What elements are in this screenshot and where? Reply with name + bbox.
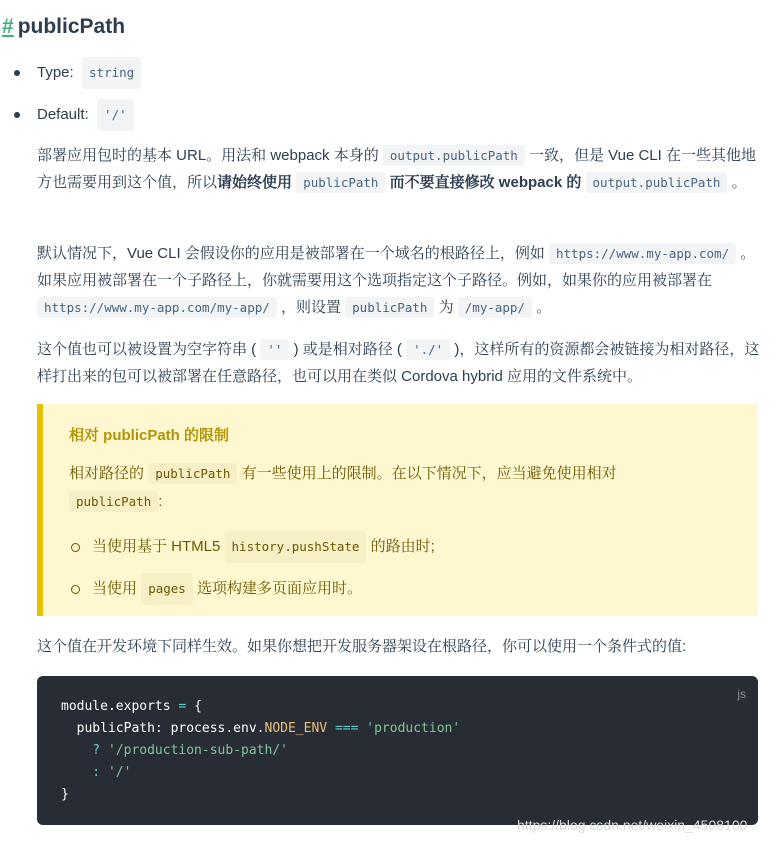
tip-list-item (71, 573, 362, 605)
default-value: '/' (97, 99, 134, 131)
text: 选项构建多页面应用时。 (197, 580, 363, 597)
circle-bullet-icon (71, 543, 80, 552)
text: 有一些使用上的限制。在以下情况下，应当避免使用相对 (241, 465, 617, 482)
tip-body (69, 460, 729, 516)
inline-code: history.pushState (225, 531, 367, 563)
text: ，则设置 (280, 299, 341, 316)
inline-code: publicPath (296, 172, 385, 193)
inline-code: https://www.my-app.com/my-app/ (37, 297, 277, 318)
code-language-label: js (737, 687, 746, 701)
warning-tip-box (37, 404, 758, 616)
tip-title: 相对 publicPath 的限制 (69, 427, 230, 444)
bullet-dot-icon (14, 112, 20, 118)
inline-code: /my-app/ (458, 297, 532, 318)
bullet-dot-icon (14, 70, 20, 76)
text: 为 (438, 299, 454, 316)
type-label: Type: (37, 64, 74, 81)
paragraph-default (37, 240, 761, 321)
text: )，这样所有的资源都会被链接为相对路径，这样打出来的包可以被部署在任意路径，也可以用在类似 Cordova hybrid 应用的文件系统中。 (37, 341, 760, 385)
text: : (158, 493, 163, 510)
paragraph-intro (37, 142, 761, 196)
bold-text: 请始终使用 (217, 174, 293, 191)
code-token: === (334, 721, 359, 736)
text: ) 或是相对路径 ( (293, 341, 402, 358)
text: 的路由时; (370, 538, 435, 555)
default-label: Default: (37, 106, 89, 123)
code-token: NODE_ENV (264, 721, 328, 736)
code-token: publicPath: process.env. (61, 721, 265, 736)
text: 。 (731, 174, 747, 191)
inline-code: './' (406, 339, 450, 360)
code-token: '/production-sub-path/' (107, 743, 288, 758)
tip-list-item (71, 531, 435, 563)
code-token: ? (61, 743, 101, 758)
inline-code: publicPath (69, 491, 158, 512)
code-token: module.exports (61, 699, 171, 714)
heading-title: publicPath (17, 15, 126, 38)
paragraph-relative (37, 336, 761, 390)
code-token: : (61, 765, 101, 780)
paragraph-dev: 这个值在开发环境下同样生效。如果你想把开发服务器架设在根路径，你可以使用一个条件式的值: (37, 638, 687, 655)
code-token: { (194, 699, 202, 714)
text: 一致，但是 Vue CLI 在一些其他地方也需要用到这个值，所以 (37, 147, 756, 191)
code-token: } (61, 787, 69, 802)
inline-code: pages (141, 573, 193, 605)
text: 相对路径的 (69, 465, 145, 482)
code-block (37, 676, 758, 825)
inline-code: output.publicPath (586, 172, 728, 193)
code-token: 'production' (366, 721, 461, 736)
inline-code: '' (260, 339, 289, 360)
code-token: = (178, 699, 187, 714)
watermark-text: https://blog.csdn.net/weixin_4508100 (517, 817, 748, 833)
circle-bullet-icon (71, 585, 80, 594)
inline-code: publicPath (148, 463, 237, 484)
default-item (14, 99, 134, 131)
heading-anchor-link[interactable]: # (2, 15, 14, 38)
text: 。 (536, 299, 552, 316)
text: 这个值也可以被设置为空字符串 ( (37, 341, 257, 358)
text: 。如果应用被部署在一个子路径上，你就需要用这个选项指定这个子路径。例如，如果你的应用被部署在 (37, 245, 756, 289)
inline-code: https://www.my-app.com/ (549, 243, 736, 264)
inline-code: output.publicPath (383, 145, 525, 166)
text: 部署应用包时的基本 URL。用法和 webpack 本身的 (37, 147, 379, 164)
bold-text: 而不要直接修改 webpack 的 (389, 174, 582, 191)
code-content (61, 696, 460, 806)
code-token: '/' (107, 765, 132, 780)
text: 当使用 (92, 580, 138, 597)
text: 当使用基于 HTML5 (92, 538, 221, 555)
section-heading (2, 12, 125, 42)
type-value: string (82, 57, 141, 89)
type-item (14, 57, 141, 89)
inline-code: publicPath (345, 297, 434, 318)
text: 默认情况下，Vue CLI 会假设你的应用是被部署在一个域名的根路径上，例如 (37, 245, 545, 262)
